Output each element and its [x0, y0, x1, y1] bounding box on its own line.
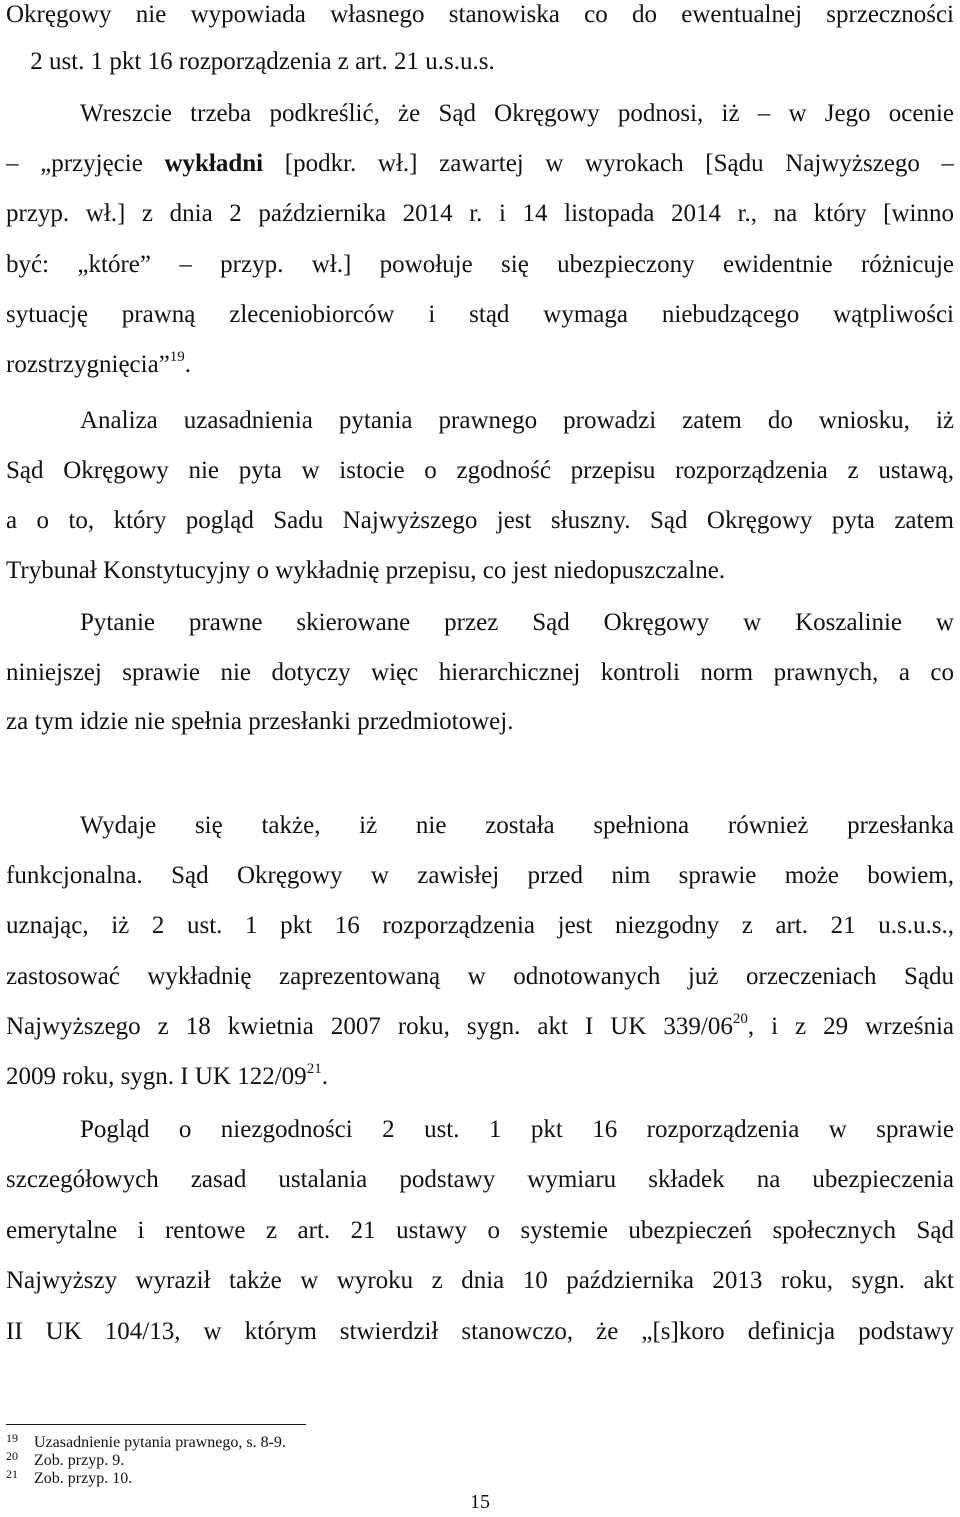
footnote-text: Uzasadnienie pytania prawnego, s. 8-9.	[34, 1434, 286, 1451]
text-line: Wreszcie trzeba podkreślić, że Sąd Okręgowy podnosi, iż – w Jego ocenie	[80, 100, 954, 127]
footnote-ref: 21	[306, 1061, 322, 1077]
text-span: [podkr. wł.] zawartej w wyrokach [Sądu Najwyższego –	[263, 150, 954, 177]
text-span: 2 ust. 1 pkt 16 rozporządzenia z art. 21 u.s.u.s.	[24, 48, 495, 75]
text-span: .	[321, 1063, 328, 1090]
text-line: Sąd Okręgowy nie pyta w istocie o zgodność przepisu rozporządzenia z ustawą,	[6, 457, 954, 484]
text-line: Najwyższy wyraził także w wyroku z dnia 10 października 2013 roku, sygn. akt	[6, 1267, 954, 1294]
footnote-text: Zob. przyp. 10.	[34, 1470, 133, 1487]
text-span: rozstrzygnięcia”	[6, 351, 170, 378]
text-line: Pytanie prawne skierowane przez Sąd Okręgowy w Koszalinie w	[80, 609, 954, 636]
text-line: niniejszej sprawie nie dotyczy więc hierarchicznej kontroli norm prawnych, a co	[6, 659, 954, 686]
text-line: być: „które” – przyp. wł.] powołuje się ubezpieczony ewidentnie różnicuje	[6, 251, 954, 278]
text-line: funkcjonalna. Sąd Okręgowy w zawisłej przed nim sprawie może bowiem,	[6, 862, 954, 889]
page-number: 15	[470, 1491, 490, 1513]
footnote-number: 21	[6, 1467, 18, 1481]
footnote-number: 19	[6, 1431, 18, 1445]
text-line: przyp. wł.] z dnia 2 października 2014 r. i 14 listopada 2014 r., na który [winno	[6, 200, 954, 227]
text-span: – „przyjęcie	[6, 150, 165, 177]
text-line	[6, 149, 954, 179]
footnote-text: Zob. przyp. 9.	[34, 1452, 125, 1469]
text-span: .	[184, 351, 192, 378]
footnote-number: 20	[6, 1449, 18, 1463]
text-line: zastosować wykładnię zaprezentowaną w odnotowanych już orzeczeniach Sądu	[6, 963, 954, 990]
text-span: Najwyższego z 18 kwietnia 2007 roku, sygn. akt I UK 339/06	[6, 1013, 733, 1040]
text-line: szczegółowych zasad ustalania podstawy wymiaru składek na ubezpieczenia	[6, 1166, 954, 1193]
text-line: a o to, który pogląd Sadu Najwyższego jest słuszny. Sąd Okręgowy pyta zatem	[6, 507, 954, 534]
text-line: II UK 104/13, w którym stwierdził stanowczo, że „[s]koro definicja podstawy	[6, 1318, 954, 1345]
text-line	[6, 47, 954, 77]
text-span: , i z 29 września	[747, 1013, 955, 1040]
text-line: Okręgowy nie wypowiada własnego stanowiska co do ewentualnej sprzeczności	[6, 1, 954, 28]
text-line: Analiza uzasadnienia pytania prawnego prowadzi zatem do wniosku, iż	[80, 407, 954, 434]
footnote	[6, 1464, 132, 1489]
text-line: Trybunał Konstytucyjny o wykładnię przepisu, co jest niedopuszczalne.	[6, 557, 726, 584]
footnote-ref: 20	[732, 1011, 748, 1027]
text-line	[6, 1062, 954, 1092]
text-line: emerytalne i rentowe z art. 21 ustawy o systemie ubezpieczeń społecznych Sąd	[6, 1217, 954, 1244]
text-span: 2009 roku, sygn. I UK 122/09	[6, 1063, 307, 1090]
text-line: za tym idzie nie spełnia przesłanki przedmiotowej.	[6, 708, 514, 735]
footnote-separator	[6, 1424, 306, 1425]
text-line: sytuację prawną zleceniobiorców i stąd wymaga niebudzącego wątpliwości	[6, 301, 954, 328]
text-line: Wydaje się także, iż nie została spełniona również przesłanka	[80, 812, 954, 839]
text-line	[6, 350, 954, 380]
text-line: uznając, iż 2 ust. 1 pkt 16 rozporządzenia jest niezgodny z art. 21 u.s.u.s.,	[6, 912, 954, 939]
text-line: Pogląd o niezgodności 2 ust. 1 pkt 16 rozporządzenia w sprawie	[80, 1116, 954, 1143]
footnote-ref: 19	[169, 349, 185, 365]
emphasis-text: wykładni	[164, 150, 264, 177]
text-line	[6, 1012, 954, 1042]
